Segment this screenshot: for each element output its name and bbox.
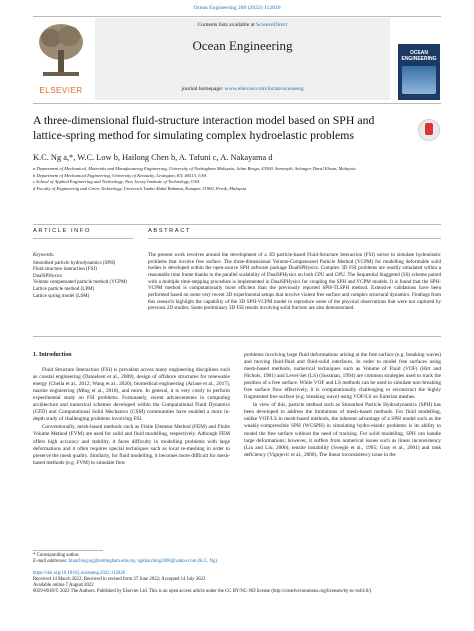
divider: [33, 224, 441, 225]
copyright-notice: 0029-8018/© 2022 The Authors. Published by Elsevier Ltd. This is an open access article under the CC BY-NC-ND license (http://creativecommons.org/licenses/by-nc-nd/4.0/).: [33, 589, 373, 595]
keyword: Lattice spring model (LSM): [33, 293, 90, 299]
paragraph: problems involving large fluid deformations arising at the free surface (e.g. breaking waves) and moving fluid-fluid and fluid-solid interfaces. In order to model free surfaces using mesh-based methods, numerical techniques such as Volume of Fluid (VOF) (Hirt and Nichols, 1981) and Level-Set (LS) (Sussman, 1994) are common strategies used to track the position of a free surface. While VOF and LS methods can be used to simulate non-breaking free surface flow effectively, it is computationally challenging to reconstruct the highly fragmented free surface (e.g. breaking wave) using VOF/LS on Eulerian meshes.: [244, 352, 441, 401]
paragraph: In view of this, particle method such as Smoothed Particle Hydrodynamics (SPH) has been developed to address the limitations of mesh-based methods. For fluid modelling, unlike VOF/LS in mesh-based methods, the inherent advantage of a SPH model such as the weakly-compressible SPH (WCSPH) in simulating hydro-elastic problems is its ability to model the free surface without the need of tracking. For solid modelling, SPH can handle large deformations; however, it suffers from numerical issues such as linear inconsistency (Liu and Liu, 2006), tensile instability (Swegle et al., 1995; Gray et al., 2001) and rank deficiency (Vignjevic et al., 2000). The linear inconsistency issue in the: [244, 402, 441, 458]
keywords: [33, 253, 133, 300]
cover-image: [402, 66, 436, 94]
contents-prefix: Contents lists available at: [197, 22, 257, 28]
footnotes: [33, 553, 443, 596]
email-links[interactable]: khaiching.ng@nottingham.edu.my, ngkhaiching2000@yahoo.com (K.C. Ng).: [68, 559, 219, 565]
keywords-label: Keywords:: [33, 253, 55, 258]
doi-link[interactable]: https://doi.org/10.1016/j.oceaneng.2022.112026: [33, 571, 126, 577]
divider: [33, 336, 441, 337]
body-column-left: [33, 352, 230, 468]
affiliation-b: b Department of Mechanical Engineering, University of Kentucky, Lexington, KY, 40513, USA: [33, 172, 207, 178]
elsevier-tree-icon: [37, 20, 85, 80]
homepage-line: [95, 86, 390, 92]
affiliations: [33, 166, 443, 192]
journal-cover[interactable]: [398, 44, 440, 100]
available-online: Available online 7 August 2022: [33, 583, 94, 589]
journal-reference[interactable]: Ocean Engineering 260 (2022) 112026: [193, 5, 281, 11]
article-info-heading: ARTICLE INFO: [33, 228, 91, 234]
contents-line: [95, 22, 390, 28]
corresponding-author: * Corresponding author.: [33, 553, 80, 558]
keyword: DualSPHysics: [33, 273, 62, 279]
keyword: Volume compensated particle method (VCPM): [33, 280, 128, 286]
journal-name: Ocean Engineering: [192, 38, 293, 53]
divider: [33, 238, 133, 239]
keyword: Fluid structure interaction (FSI): [33, 267, 97, 273]
affiliation-c: c School of Applied Engineering and Technology, New Jersey Institute of Technology, USA: [33, 179, 200, 185]
body-column-right: [244, 352, 441, 460]
cover-title: OCEAN ENGINEERING: [401, 50, 437, 62]
divider: [148, 238, 441, 239]
bookmark-icon: [425, 123, 433, 135]
keyword: Smoothed particle hydrodynamics (SPH): [33, 260, 116, 266]
check-for-updates-button[interactable]: [418, 119, 440, 141]
received-dates: Received 14 March 2022; Received in revised form 27 June 2022; Accepted 14 July 2022: [33, 577, 206, 583]
article-title: A three-dimensional fluid-structure interaction model based on SPH and lattice-spring method for simulating complex hydroelastic problems: [33, 113, 375, 142]
keyword: Lattice particle method (LPM): [33, 286, 95, 292]
affiliation-d: d Faculty of Engineering and Green Technology, Universiti Tunku Abdul Rahman, Kampar, 31900, Perak, Malaysia: [33, 185, 247, 191]
homepage-prefix: journal homepage:: [181, 86, 225, 92]
journal-banner: [95, 18, 390, 100]
section-heading: 1. Introduction: [33, 352, 72, 358]
publisher-name: ELSEVIER: [39, 86, 83, 95]
abstract-text: The present work revolves around the development of a 3D particle-based Fluid-Structure Interaction (FSI) solver to simulate hydroelastic problems that involve free surface. The three-dimensional Volume-Compensated Particle Method (VCPM) for modelling deformable solid bodies is developed within the open-source SPH software package DualSPHysics. Complex 3D FSI problems are readily simulated within a reasonable time frame thanks to the parallel scalability of DualSPHysics on both CPU and GPU. The Sequential Staggered (SS) scheme paired with a multiple time-stepping procedure is implemented in DualSPHysics for coupling the SPH and VCPM models. It is found that the SPH-VCPM method is computationally more efficient than the previously reported SPH-TLSPH method. Extensive validations have been performed based on some very recent 3D experimental setups that involve violent free surface and complex structural dynamics. Findings from this research highlight the capability of the 3D SPH-VCPM model to reproduce some of the physical observations that were not captured by previous 2D studies. Some preliminary 3D FSI results involving solid fracture are also demonstrated.: [148, 252, 441, 312]
abstract-heading: ABSTRACT: [148, 228, 191, 234]
paragraph: Conventionally, mesh-based methods such as Finite Element Method (FEM) and Finite Volume Method (FVM) are used for solid and fluid modelling, respectively. Although FEM offers high accuracy and stability, it faces difficulty in modelling problems with large deformations and it often requires special techniques such as local re-meshing in order to preserve the mesh quality. Similarly, for fluid modelling, it becomes more difficult for mesh-based methods (e.g. FVM) to simulate flow: [33, 424, 230, 466]
author-list: K.C. Ng a,*, W.C. Low b, Hailong Chen b, A. Tafuni c, A. Nakayama d: [33, 153, 273, 162]
sciencedirect-link[interactable]: ScienceDirect: [256, 22, 288, 28]
homepage-link[interactable]: www.elsevier.com/locate/oceaneng: [224, 86, 304, 92]
email-label: E-mail addresses:: [33, 559, 69, 565]
footnote-divider: [33, 550, 103, 551]
paragraph: Fluid Structure Interaction (FSI) is prevalent across many engineering disciplines such as coastal engineering (Danielsen et al., 2009), design of offshore structures for renewable energy (Chella et al., 2012; Wang et al., 2020), biomedical engineering (Ariane et al., 2017), marine engineering (Ming et al., 2018), and more. In general, it is very costly to perform experimental study on FSI problems. Fortunately, recent advancements in computing architecture and numerical schemes developed within the Computational Fluid Dynamics (CFD) and Computational Solid Mechanics (CSM) communities have enabled a more in-depth study of challenging problems involving FSI.: [33, 367, 230, 423]
affiliation-a: a Department of Mechanical, Materials and Manufacturing Engineering, University of Nottingham Malaysia, Jalan Broga, 43500, Semenyih, Selangor Darul Ehsan, Malaysia: [33, 166, 356, 171]
